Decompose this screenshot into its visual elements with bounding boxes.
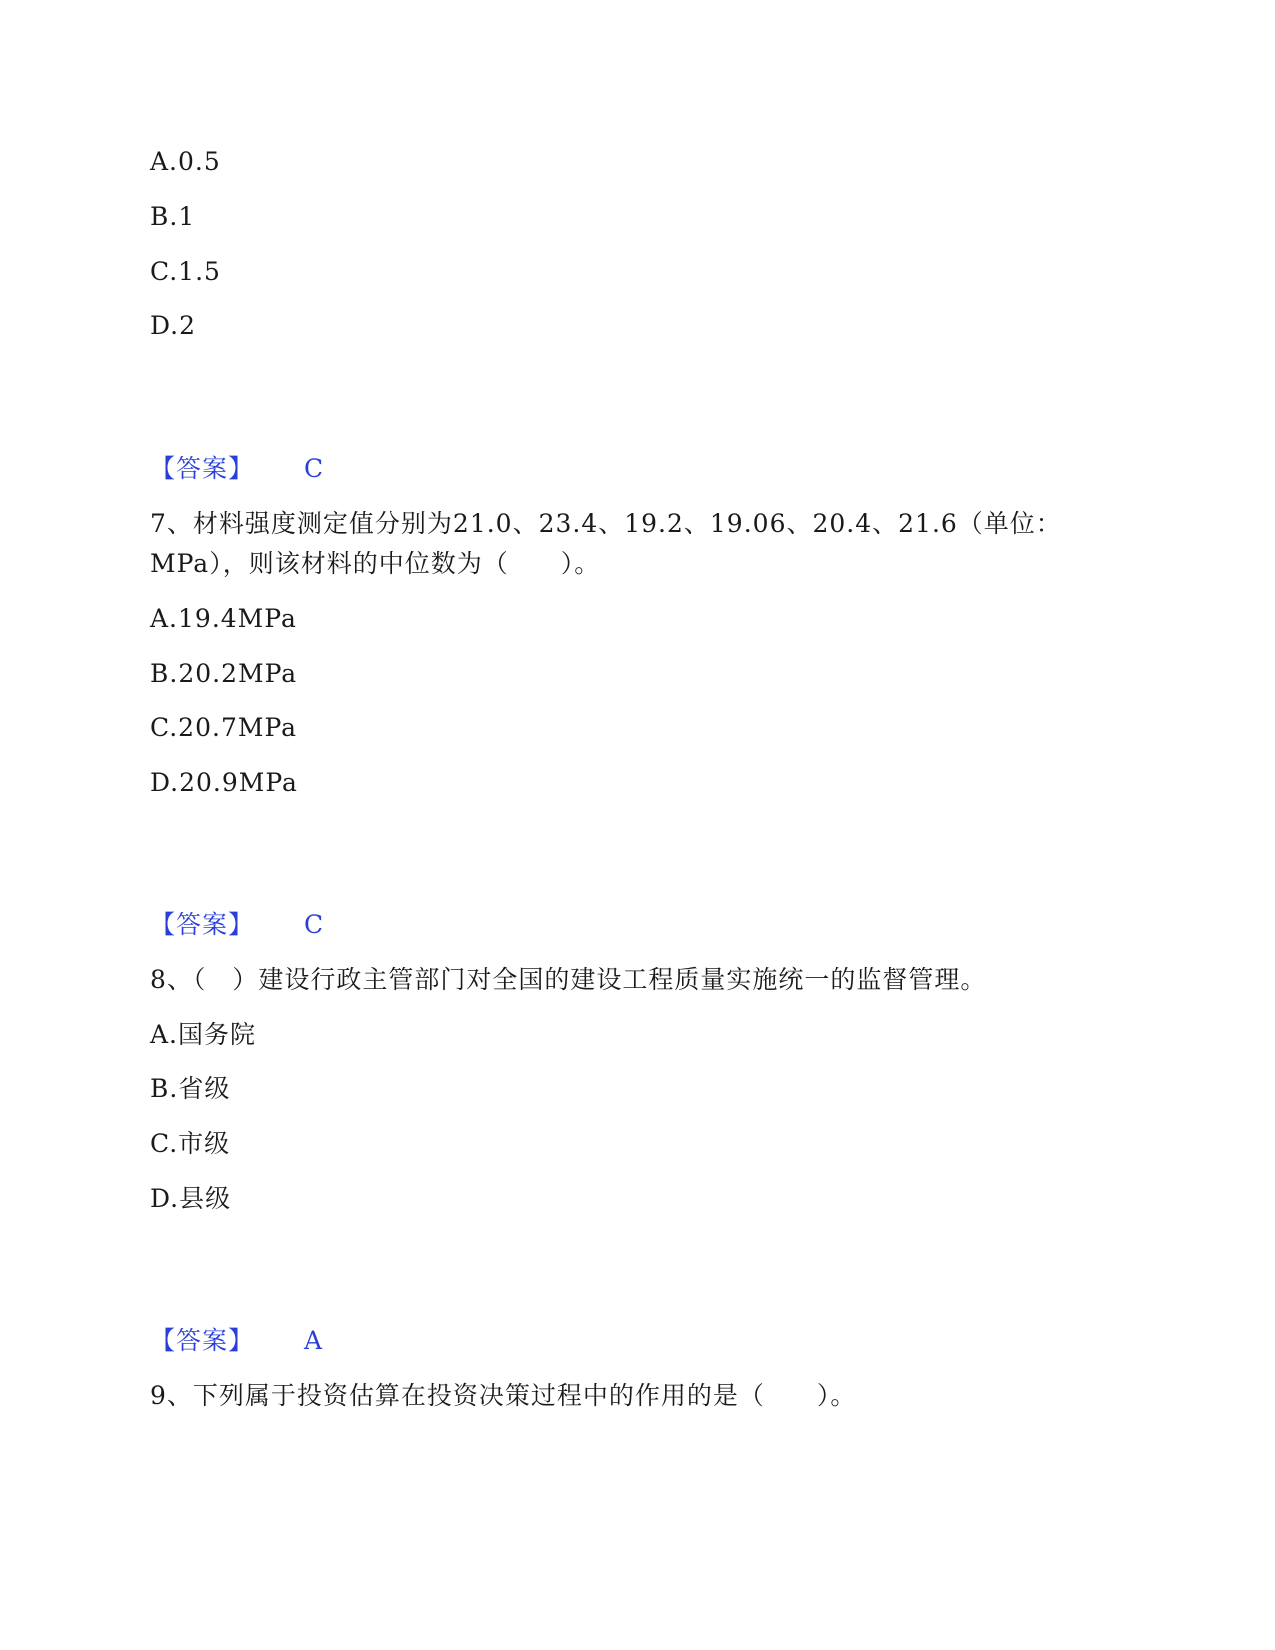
q7-option-b: B.20.2MPa xyxy=(150,659,298,688)
q8-stem: 8、（ ）建设行政主管部门对全国的建设工程质量实施统一的监督管理。 xyxy=(150,965,987,994)
q6-answer-value: C xyxy=(304,454,324,483)
q7-answer xyxy=(150,909,323,941)
q8-option-c: C.市级 xyxy=(150,1129,231,1158)
q6-option-c: C.1.5 xyxy=(150,257,221,286)
q7-option-d: D.20.9MPa xyxy=(150,768,298,797)
q8-answer xyxy=(150,1325,322,1357)
q8-answer-value: A xyxy=(304,1326,323,1355)
q7-option-a: A.19.4MPa xyxy=(150,604,297,633)
q8-answer-tag: 【答案】 xyxy=(150,1326,255,1355)
q8-option-b: B.省级 xyxy=(150,1074,231,1103)
q7-answer-value: C xyxy=(304,910,324,939)
q7-option-c: C.20.7MPa xyxy=(150,713,298,742)
q6-option-d: D.2 xyxy=(150,311,197,340)
q7-stem-line1: 7、材料强度测定值分别为21.0、23.4、19.2、19.06、20.4、21.6（单位： xyxy=(150,509,1062,538)
q7-answer-tag: 【答案】 xyxy=(150,910,255,939)
q8-option-d: D.县级 xyxy=(150,1184,232,1213)
q6-answer xyxy=(150,453,323,485)
q6-option-b: B.1 xyxy=(150,202,196,231)
q7-stem-line2: MPa），则该材料的中位数为（ ）。 xyxy=(150,549,601,578)
q8-option-a: A.国务院 xyxy=(150,1020,257,1049)
q9-stem: 9、下列属于投资估算在投资决策过程中的作用的是（ ）。 xyxy=(150,1381,857,1410)
q6-option-a: A.0.5 xyxy=(150,147,221,176)
q6-answer-tag: 【答案】 xyxy=(150,454,255,483)
